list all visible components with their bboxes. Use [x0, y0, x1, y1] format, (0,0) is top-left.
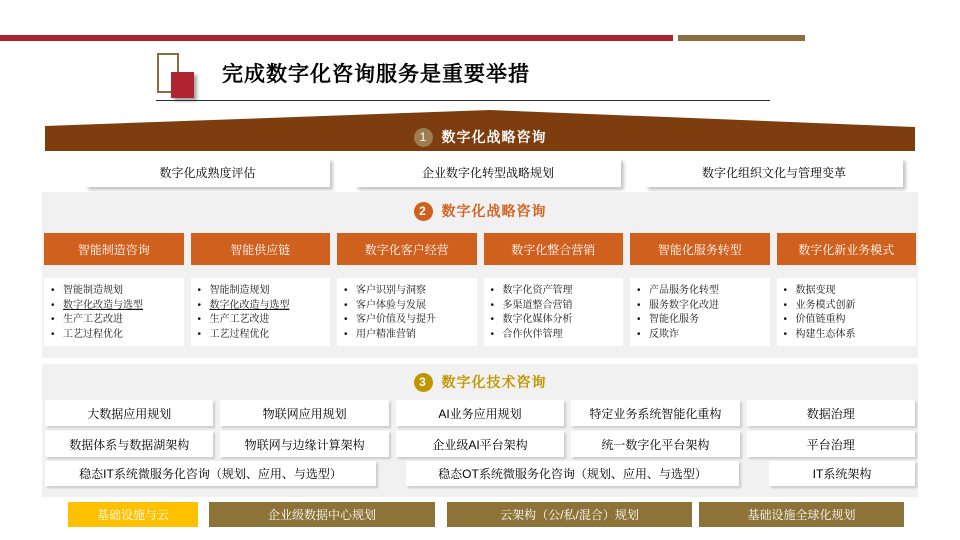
category-box: 数字化客户经营: [337, 233, 477, 265]
bullet-item: • 构建生态体系: [783, 328, 915, 343]
infra-box: 基础设施全球化规划: [699, 502, 904, 527]
category-box: 数字化整合营销: [484, 233, 624, 265]
bullet-list: [44, 278, 184, 346]
bullet-item: • 客户识别与洞察: [343, 284, 475, 299]
section3-title: 数字化技术咨询: [441, 374, 547, 390]
bullet-item: • 用户精准营销: [343, 328, 475, 343]
section3-row3: [45, 461, 915, 486]
infra-box: 企业级数据中心规划: [209, 502, 435, 527]
section3-row2: [45, 431, 915, 457]
section2-bullets-row: [44, 278, 916, 346]
bullet-list: [191, 278, 331, 346]
bullet-list: [630, 278, 770, 346]
category-box: 智能供应链: [191, 233, 331, 265]
section2-panel: [42, 192, 918, 358]
section2-number-badge: 2: [414, 202, 433, 221]
category-box: 智能制造咨询: [44, 233, 184, 265]
tech-box: 企业级AI平台架构: [396, 431, 564, 457]
category-box: 智能化服务转型: [630, 233, 770, 265]
tech-box: 稳态OT系统微服务化咨询（规划、应用、与选型）: [406, 461, 739, 486]
bullet-item: • 客户体验与发展: [343, 299, 475, 314]
infra-box: 云架构（公/私/混合）规划: [447, 502, 692, 527]
section1-item-box: 数字化成熟度评估: [85, 158, 330, 187]
bullet-item: • 客户价值及与提升: [343, 313, 475, 328]
tech-box: 平台治理: [747, 431, 915, 457]
bullet-item: • 数字化改造与选型: [197, 299, 329, 314]
category-box: 数字化新业务模式: [777, 233, 917, 265]
top-accent-bar-gold: [678, 35, 805, 41]
bullet-item: • 数据变现: [783, 284, 915, 299]
bullet-item: • 数字化媒体分析: [490, 313, 622, 328]
bullet-item: • 生产工艺改进: [50, 313, 182, 328]
tech-box: IT系统架构: [769, 461, 915, 486]
bullet-list: [337, 278, 477, 346]
title-underline: [156, 100, 770, 101]
section2-category-row: [44, 233, 916, 265]
bullet-item: • 数字化改造与选型: [50, 299, 182, 314]
bullet-item: • 产品服务化转型: [636, 284, 768, 299]
tech-box: 大数据应用规划: [45, 400, 213, 426]
tech-box: 数据体系与数据湖架构: [45, 431, 213, 457]
bullet-list: [777, 278, 917, 346]
top-accent-bar-red: [0, 35, 673, 41]
title-accent-square-icon: [171, 72, 194, 98]
bullet-item: • 服务数字化改进: [636, 299, 768, 314]
bullet-item: • 数字化资产管理: [490, 284, 622, 299]
tech-box: 物联网与边缘计算架构: [220, 431, 388, 457]
bullet-item: • 智能化服务: [636, 313, 768, 328]
section1-number-badge: 1: [414, 128, 433, 147]
bullet-item: • 多渠道整合营销: [490, 299, 622, 314]
bullet-item: • 生产工艺改进: [197, 313, 329, 328]
section3-number-badge: 3: [414, 373, 433, 392]
section3-header: [42, 372, 918, 392]
bullet-item: • 合作伙伴管理: [490, 328, 622, 343]
section1-title: 数字化战略咨询: [441, 129, 547, 145]
bullet-item: • 智能制造规划: [197, 284, 329, 299]
bullet-item: • 价值链重构: [783, 313, 915, 328]
tech-box: 数据治理: [747, 400, 915, 426]
bullet-item: • 工艺过程优化: [50, 328, 182, 343]
tech-box: 特定业务系统智能化重构: [571, 400, 739, 426]
section1-banner: [45, 109, 915, 151]
section1-header: [45, 123, 915, 151]
tech-box: AI业务应用规划: [396, 400, 564, 426]
section1-item-box: 企业数字化转型战略规划: [355, 158, 621, 187]
tech-box: 物联网应用规划: [220, 400, 388, 426]
bullet-item: • 业务模式创新: [783, 299, 915, 314]
bullet-list: [484, 278, 624, 346]
section3-panel: [42, 364, 918, 497]
page-title: 完成数字化咨询服务是重要举措: [222, 63, 530, 86]
bullet-item: • 智能制造规划: [50, 284, 182, 299]
bullet-item: • 工艺过程优化: [197, 328, 329, 343]
infra-box-highlighted: 基础设施与云: [68, 502, 198, 527]
section1-item-box: 数字化组织文化与管理变革: [645, 158, 903, 187]
bullet-item: • 反欺诈: [636, 328, 768, 343]
section2-header: [42, 201, 918, 221]
section2-title: 数字化战略咨询: [441, 203, 547, 219]
tech-box: 统一数字化平台架构: [571, 431, 739, 457]
section3-row1: [45, 400, 915, 426]
tech-box: 稳态IT系统微服务化咨询（规划、应用、与选型）: [45, 461, 376, 486]
